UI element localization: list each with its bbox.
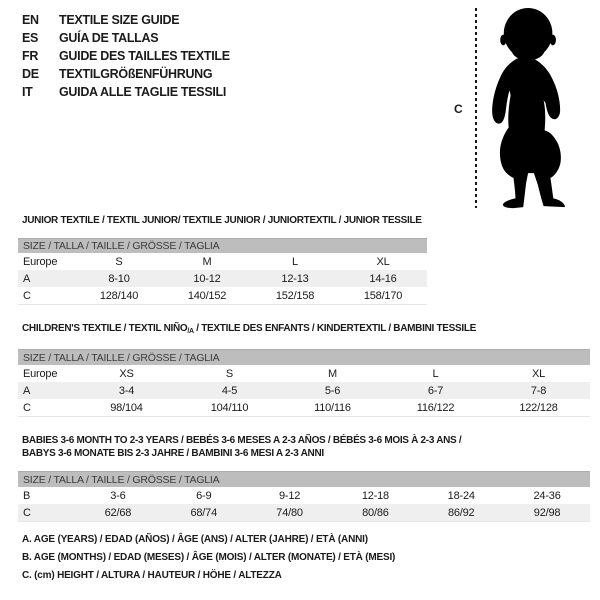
size-cell: 9-12 (278, 489, 301, 502)
size-cell: 158/170 (363, 289, 403, 302)
size-cell: 116/122 (416, 401, 455, 414)
baby-silhouette-icon (482, 7, 580, 211)
row-label: C (23, 401, 31, 414)
size-cell: 14-16 (369, 272, 397, 285)
size-header-band: SIZE / TALLA / TAILLE / GRÖSSE / TAGLIA (18, 238, 427, 253)
size-cell: 128/140 (99, 289, 139, 302)
title-segment: / TEXTILE DES ENFANTS / KINDERTEXTIL / BAMBINI TESSILE (193, 323, 477, 334)
legend-line: B. AGE (MONTHS) / EDAD (MESES) / ÂGE (MOIS) / ALTER (MONATE) / ETÀ (MESI) (22, 552, 396, 563)
language-list (22, 11, 230, 101)
size-cell: 3-4 (118, 384, 135, 397)
table-row (18, 399, 590, 417)
size-cell: 10-12 (193, 272, 221, 285)
language-code: ES (22, 31, 39, 45)
row-label: Europe (23, 255, 58, 268)
table-row (18, 253, 427, 270)
language-row (22, 11, 230, 29)
size-cell: 74/80 (276, 506, 303, 519)
size-cell: 98/104 (110, 401, 143, 414)
table-title (22, 434, 590, 460)
language-code: DE (22, 67, 39, 81)
row-label: C (23, 289, 31, 302)
language-code: EN (22, 13, 39, 27)
size-cell: XS (119, 367, 134, 380)
language-title: TEXTILE SIZE GUIDE (59, 13, 180, 27)
legend-line: C. (cm) HEIGHT / ALTURA / HAUTEUR / HÖHE / ALTEZZA (22, 570, 282, 581)
table-title-line (22, 214, 590, 227)
size-cell: 62/68 (104, 506, 132, 519)
table-row (18, 487, 590, 504)
table-title-line (22, 447, 590, 460)
size-cell: 24-36 (533, 489, 561, 502)
table-title-line (22, 322, 590, 338)
size-cell: 122/128 (519, 401, 558, 414)
size-cell: XL (376, 255, 390, 268)
height-measure-line (475, 8, 477, 208)
row-label: B (23, 489, 31, 502)
row-label: Europe (23, 367, 58, 380)
babies-size-table (18, 434, 590, 522)
language-title: GUIDA ALLE TAGLIE TESSILI (59, 85, 227, 99)
language-code: IT (22, 85, 33, 99)
size-cell: 92/98 (533, 506, 561, 519)
language-row (22, 65, 230, 83)
legend-line: A. AGE (YEARS) / EDAD (AÑOS) / ÂGE (ANS) / ALTER (JAHRE) / ETÀ (ANNI) (22, 534, 368, 545)
size-cell: 7-8 (530, 384, 547, 397)
size-cell: 80/86 (362, 506, 389, 519)
size-cell: 152/158 (275, 289, 315, 302)
children-size-table (18, 322, 590, 417)
table-body (18, 253, 427, 305)
table-title (22, 214, 590, 227)
height-measure-label: C (454, 102, 463, 116)
size-cell: 5-6 (324, 384, 341, 397)
row-label: A (23, 272, 31, 285)
table-body (18, 365, 590, 417)
row-label: C (23, 506, 31, 519)
size-cell: 104/110 (210, 401, 249, 414)
size-header-band: SIZE / TALLA / TAILLE / GRÖSSE / TAGLIA (18, 349, 590, 365)
legend-footnotes (22, 531, 395, 585)
language-row (22, 47, 230, 65)
table-title-line (22, 434, 590, 447)
table-body (18, 487, 590, 522)
size-header-band: SIZE / TALLA / TAILLE / GRÖSSE / TAGLIA (18, 471, 590, 487)
size-cell: 4-5 (221, 384, 238, 397)
size-cell: 140/152 (187, 289, 227, 302)
size-cell: 86/92 (447, 506, 475, 519)
table-row (18, 382, 590, 399)
size-cell: 68/74 (190, 506, 217, 519)
size-cell: 6-7 (427, 384, 444, 397)
language-code: FR (22, 49, 39, 63)
height-figure (440, 0, 600, 214)
row-label: A (23, 384, 31, 397)
table-row (18, 365, 590, 382)
size-cell: M (202, 255, 212, 268)
size-cell: 18-24 (447, 489, 475, 502)
size-cell: S (225, 367, 234, 380)
table-row (18, 270, 427, 287)
size-cell: XL (531, 367, 546, 380)
size-cell: 6-9 (196, 489, 212, 502)
title-segment: CHILDREN'S TEXTILE / TEXTIL NIÑO (22, 323, 188, 334)
title-segment: /A (187, 328, 194, 335)
size-cell: 12-13 (281, 272, 309, 285)
title-segment: JUNIOR TEXTILE / TEXTIL JUNIOR/ TEXTILE JUNIOR / JUNIORTEXTIL / JUNIOR TESSILE (22, 215, 422, 226)
size-cell: S (115, 255, 123, 268)
language-row (22, 83, 230, 101)
size-cell: L (292, 255, 298, 268)
size-tables (18, 214, 590, 539)
title-segment: BABYS 3-6 MONATE BIS 2-3 JAHRE / BAMBINI 3-6 MESI A 2-3 ANNI (22, 448, 324, 459)
size-cell: M (328, 367, 337, 380)
table-row (18, 287, 427, 305)
size-cell: 110/116 (314, 401, 351, 414)
size-cell: 12-18 (361, 489, 389, 502)
table-row (18, 504, 590, 522)
size-cell: 8-10 (108, 272, 130, 285)
language-row (22, 29, 230, 47)
language-title: GUÍA DE TALLAS (59, 31, 159, 45)
size-cell: L (432, 367, 439, 380)
table-title (22, 322, 590, 338)
language-title: GUIDE DES TAILLES TEXTILE (59, 49, 230, 63)
title-segment: BABIES 3-6 MONTH TO 2-3 YEARS / BEBÉS 3-6 MESES A 2-3 AÑOS / BÉBÉS 3-6 MOIS À 2-3 ANS / (22, 435, 462, 446)
size-cell: 3-6 (110, 489, 126, 502)
language-title: TEXTILGRÖßENFÜHRUNG (59, 67, 213, 81)
junior-size-table (18, 214, 590, 305)
